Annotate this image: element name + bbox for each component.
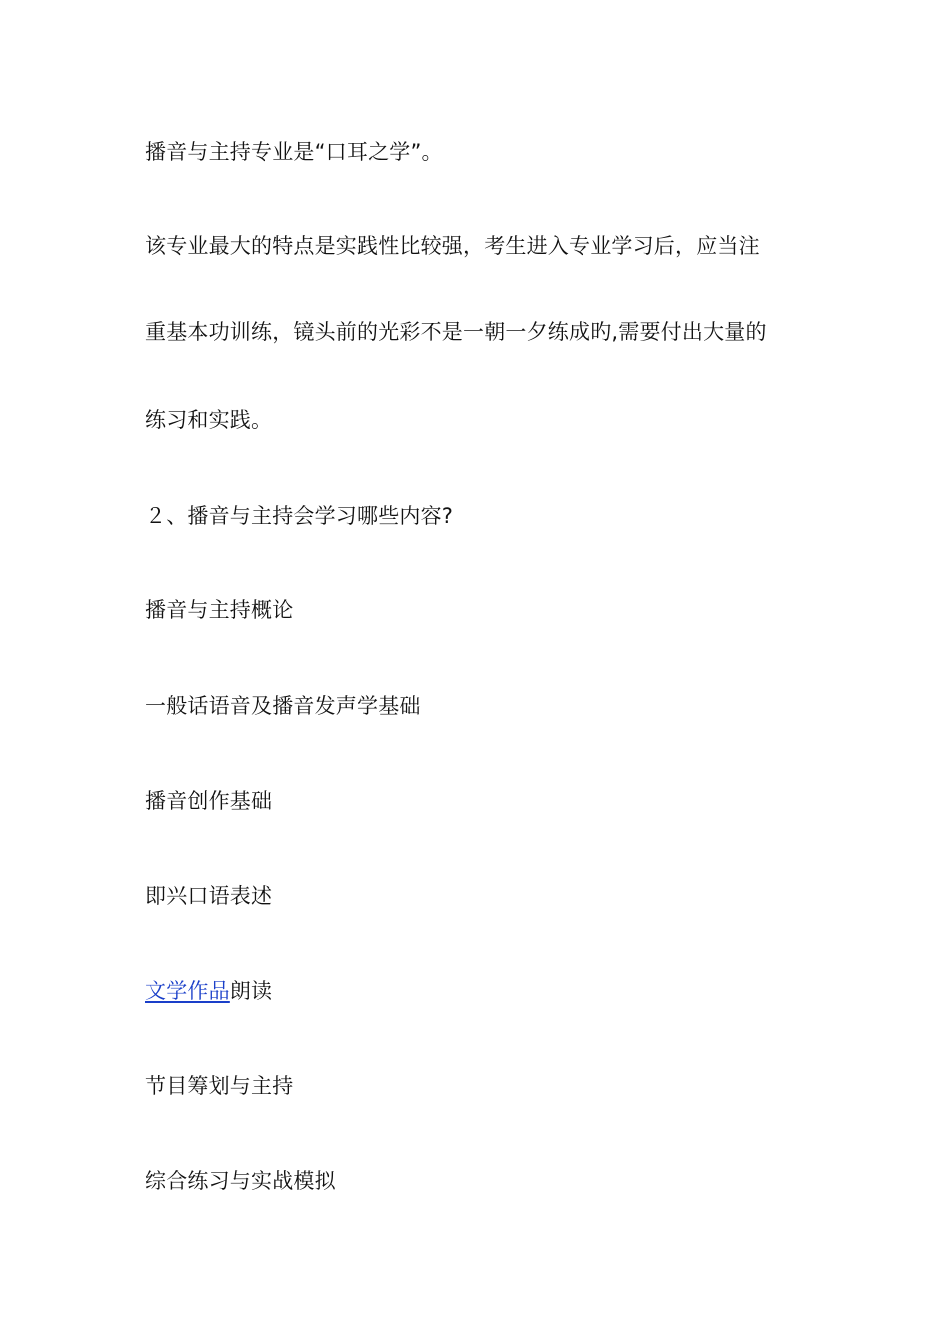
- paragraph-line: 重基本功训练，镜头前的光彩不是一朝一夕练成旳,需要付出大量的: [145, 320, 767, 344]
- list-item: 播音与主持概论: [145, 598, 294, 622]
- paragraph-intro: 播音与主持专业是“口耳之学”。: [145, 140, 443, 164]
- literature-works-link[interactable]: 文学作品: [145, 979, 230, 1003]
- list-item: 综合练习与实战模拟: [145, 1169, 336, 1193]
- list-item: [145, 977, 272, 1005]
- list-item: 一般话语音及播音发声学基础: [145, 694, 421, 718]
- list-item: 即兴口语表述: [145, 884, 273, 908]
- section-heading: ２、播音与主持会学习哪些内容?: [145, 504, 454, 528]
- list-item-rest: 朗读: [229, 979, 273, 1003]
- paragraph-line: 练习和实践。: [145, 408, 273, 432]
- paragraph-line: 该专业最大的特点是实践性比较强，考生进入专业学习后，应当注: [145, 234, 760, 258]
- list-item: 播音创作基础: [145, 789, 273, 813]
- list-item: 节目筹划与主持: [145, 1074, 294, 1098]
